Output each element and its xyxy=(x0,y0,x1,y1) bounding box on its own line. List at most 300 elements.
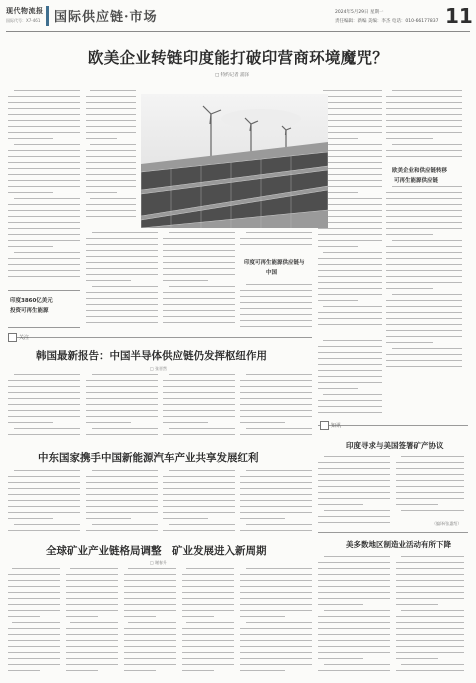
text-line xyxy=(86,150,136,151)
text-line xyxy=(240,610,312,611)
text-line xyxy=(86,168,136,169)
text-line xyxy=(240,604,312,605)
text-line xyxy=(246,284,312,285)
text-line xyxy=(163,262,235,263)
text-line xyxy=(92,286,158,287)
text-line xyxy=(66,604,118,605)
text-line xyxy=(8,604,60,605)
text-line xyxy=(169,470,235,471)
text-line xyxy=(8,512,80,513)
text-line xyxy=(240,290,312,291)
text-line xyxy=(8,270,80,271)
text-line xyxy=(8,640,60,641)
text-line xyxy=(8,592,60,593)
text-line xyxy=(318,592,390,593)
text-line xyxy=(240,518,285,519)
text-line xyxy=(86,256,158,257)
text-line xyxy=(90,144,136,145)
lead-text-col-2 xyxy=(86,90,136,227)
text-line xyxy=(318,504,363,505)
attention-tag: 关注 xyxy=(19,335,30,341)
text-line xyxy=(124,598,176,599)
text-line xyxy=(86,422,131,423)
text-line xyxy=(396,628,464,629)
text-line xyxy=(240,646,312,647)
lead-text-col-5 xyxy=(240,232,312,252)
text-line xyxy=(386,204,462,205)
text-line xyxy=(14,428,80,429)
text-line xyxy=(246,568,312,569)
text-line xyxy=(182,580,234,581)
text-line xyxy=(66,628,118,629)
text-line xyxy=(240,592,312,593)
text-line xyxy=(240,530,312,531)
text-line xyxy=(318,312,382,313)
text-line xyxy=(240,512,312,513)
text-line xyxy=(318,352,382,353)
text-line xyxy=(8,422,53,423)
text-line xyxy=(8,500,80,501)
text-line xyxy=(8,580,60,581)
lead-text-col-3 xyxy=(86,232,158,332)
text-line xyxy=(86,488,158,489)
text-line xyxy=(70,622,118,623)
text-line xyxy=(318,370,382,371)
text-line xyxy=(318,282,382,283)
text-line xyxy=(66,634,118,635)
text-line xyxy=(163,304,235,305)
text-line xyxy=(8,380,80,381)
text-line xyxy=(401,664,464,665)
text-line xyxy=(8,126,80,127)
text-line xyxy=(401,510,464,511)
text-line xyxy=(392,240,462,241)
text-line xyxy=(90,198,136,199)
text-line xyxy=(128,568,176,569)
text-line xyxy=(386,156,462,157)
text-line xyxy=(386,132,462,133)
text-line xyxy=(392,90,462,91)
solar-farm-photo xyxy=(141,94,328,228)
text-line xyxy=(8,392,80,393)
text-line xyxy=(169,428,235,429)
text-line xyxy=(14,198,80,199)
text-line xyxy=(246,232,312,233)
text-line xyxy=(8,96,80,97)
text-line xyxy=(318,240,382,241)
text-line xyxy=(318,468,390,469)
text-line xyxy=(240,308,312,309)
text-line xyxy=(182,592,234,593)
text-line xyxy=(92,428,158,429)
text-line xyxy=(318,288,382,289)
text-line xyxy=(163,238,235,239)
mideast-text-col-2 xyxy=(86,470,158,538)
text-line xyxy=(86,108,136,109)
mid-subtitle-line-2: 中国 xyxy=(266,270,278,276)
text-line xyxy=(66,658,118,659)
text-line xyxy=(396,480,464,481)
text-line xyxy=(323,252,382,253)
text-line xyxy=(386,102,462,103)
text-line xyxy=(318,258,382,259)
sidebar-title-line-2: 投资可再生能源 xyxy=(10,308,49,314)
text-line xyxy=(318,474,390,475)
text-line xyxy=(86,180,136,181)
text-line xyxy=(386,342,433,343)
text-line xyxy=(396,568,464,569)
text-line xyxy=(240,296,312,297)
text-line xyxy=(240,628,312,629)
text-line xyxy=(8,192,53,193)
text-line xyxy=(8,246,53,247)
text-line xyxy=(8,398,80,399)
text-line xyxy=(240,476,312,477)
text-line xyxy=(86,280,131,281)
text-line xyxy=(163,250,235,251)
text-line xyxy=(163,434,235,435)
text-line xyxy=(66,592,118,593)
text-line xyxy=(124,604,176,605)
text-line xyxy=(240,574,312,575)
text-line xyxy=(318,640,390,641)
text-line xyxy=(392,294,462,295)
text-line xyxy=(318,562,390,563)
masthead: 现代物流报 xyxy=(6,6,44,15)
lead-byline: □ 特约记者 浦泽 xyxy=(215,73,250,78)
text-line xyxy=(8,138,53,139)
text-line xyxy=(128,622,176,623)
text-line xyxy=(86,404,158,405)
text-line xyxy=(240,500,312,501)
right-subtitle-line-1: 欧美企业和供应链转移 xyxy=(392,168,448,174)
text-line xyxy=(86,416,158,417)
text-line xyxy=(163,530,235,531)
text-line xyxy=(8,204,80,205)
text-line xyxy=(240,380,312,381)
text-line xyxy=(240,238,312,239)
text-line xyxy=(386,306,462,307)
text-line xyxy=(386,264,462,265)
text-line xyxy=(318,270,382,271)
text-line xyxy=(8,652,60,653)
text-line xyxy=(124,646,176,647)
text-line xyxy=(386,96,462,97)
text-line xyxy=(8,276,80,277)
text-line xyxy=(182,652,234,653)
text-line xyxy=(240,640,312,641)
text-line xyxy=(163,274,235,275)
text-line xyxy=(8,410,80,411)
text-line xyxy=(8,494,80,495)
mideast-headline: 中东国家携手中国新能源汽车产业共享发展红利 xyxy=(38,452,259,464)
text-line xyxy=(66,598,118,599)
text-line xyxy=(86,310,158,311)
text-line xyxy=(8,598,60,599)
text-line xyxy=(318,574,390,575)
text-line xyxy=(8,174,80,175)
text-line xyxy=(318,382,382,383)
korea-headline: 韩国最新报告：中国半导体供应链仍发挥枢纽作用 xyxy=(36,350,267,362)
text-line xyxy=(240,482,312,483)
text-line xyxy=(240,658,312,659)
text-line xyxy=(86,126,136,127)
text-line xyxy=(386,276,462,277)
text-line xyxy=(318,346,382,347)
text-line xyxy=(86,114,136,115)
india-us-text-col-1 xyxy=(318,456,390,528)
india-us-headline: 印度寻求与美国签署矿产协议 xyxy=(346,441,444,450)
text-line xyxy=(86,192,117,193)
text-line xyxy=(8,586,60,587)
text-line xyxy=(392,144,462,145)
mideast-text-col-1 xyxy=(8,470,80,538)
text-line xyxy=(86,386,158,387)
text-line xyxy=(392,186,462,187)
text-line xyxy=(163,322,235,323)
text-line xyxy=(396,586,464,587)
text-line xyxy=(8,150,80,151)
text-line xyxy=(386,360,462,361)
text-line xyxy=(86,274,158,275)
text-line xyxy=(240,320,312,321)
text-line xyxy=(8,634,60,635)
text-line xyxy=(396,658,438,659)
text-line xyxy=(92,524,158,525)
text-line xyxy=(86,268,158,269)
us-mfg-text-col-2 xyxy=(396,556,464,680)
text-line xyxy=(14,144,80,145)
text-line xyxy=(401,556,464,557)
text-line xyxy=(124,628,176,629)
text-line xyxy=(169,524,235,525)
text-line xyxy=(396,468,464,469)
text-line xyxy=(240,404,312,405)
text-line xyxy=(396,562,464,563)
lead-text-col-5b xyxy=(240,284,312,332)
mining-byline: □ 谢春升 xyxy=(150,560,168,565)
text-line xyxy=(182,586,234,587)
text-line xyxy=(240,598,312,599)
text-line xyxy=(92,470,158,471)
text-line xyxy=(240,634,312,635)
text-line xyxy=(8,258,80,259)
text-line xyxy=(246,428,312,429)
text-line xyxy=(318,522,390,523)
text-line xyxy=(240,616,285,617)
mid-subtitle-line-1: 印度可再生能源供应链与 xyxy=(244,260,305,266)
text-line xyxy=(169,374,235,375)
text-line xyxy=(396,592,464,593)
text-line xyxy=(318,376,382,377)
text-line xyxy=(8,114,80,115)
mideast-text-col-4 xyxy=(240,470,312,538)
text-line xyxy=(163,416,235,417)
text-line xyxy=(163,404,235,405)
text-line xyxy=(8,102,80,103)
text-line xyxy=(8,574,60,575)
text-line xyxy=(86,476,158,477)
text-line xyxy=(386,120,462,121)
text-line xyxy=(318,406,382,407)
text-line xyxy=(86,238,158,239)
text-line xyxy=(86,96,136,97)
text-line xyxy=(86,380,158,381)
text-line xyxy=(318,480,390,481)
text-line xyxy=(396,462,464,463)
text-line xyxy=(386,150,462,151)
text-line xyxy=(14,90,80,91)
text-line xyxy=(318,492,390,493)
text-line xyxy=(318,604,363,605)
lead-text-col-4 xyxy=(163,232,235,332)
text-line xyxy=(386,138,433,139)
text-line xyxy=(396,622,464,623)
text-line xyxy=(324,456,390,457)
text-line xyxy=(86,216,136,217)
text-line xyxy=(8,646,60,647)
text-line xyxy=(324,610,390,611)
text-line xyxy=(240,494,312,495)
text-line xyxy=(86,434,158,435)
text-line xyxy=(318,628,390,629)
text-line xyxy=(240,506,312,507)
text-line xyxy=(240,386,312,387)
text-line xyxy=(66,580,118,581)
text-line xyxy=(66,640,118,641)
text-line xyxy=(396,580,464,581)
text-line xyxy=(240,434,312,435)
text-line xyxy=(8,488,80,489)
text-line xyxy=(386,300,462,301)
text-line xyxy=(386,108,462,109)
text-line xyxy=(169,286,235,287)
text-line xyxy=(163,518,208,519)
text-line xyxy=(386,288,433,289)
text-line xyxy=(124,580,176,581)
text-line xyxy=(240,314,312,315)
text-line xyxy=(396,652,464,653)
text-line xyxy=(8,416,80,417)
text-line xyxy=(86,156,136,157)
text-line xyxy=(386,246,462,247)
text-line xyxy=(86,512,158,513)
text-line xyxy=(246,374,312,375)
text-line xyxy=(66,664,118,665)
text-line xyxy=(318,646,390,647)
text-line xyxy=(124,658,176,659)
text-line xyxy=(392,348,462,349)
text-line xyxy=(86,494,158,495)
text-line xyxy=(92,374,158,375)
text-line xyxy=(8,530,80,531)
text-line xyxy=(8,234,80,235)
text-line xyxy=(124,592,176,593)
text-line xyxy=(386,366,462,367)
text-line xyxy=(8,664,60,665)
text-line xyxy=(163,310,235,311)
header-accent-bar xyxy=(46,6,49,26)
text-line xyxy=(323,144,382,145)
text-line xyxy=(86,322,158,323)
text-line xyxy=(386,330,462,331)
text-line xyxy=(66,652,118,653)
text-line xyxy=(163,298,235,299)
text-line xyxy=(386,312,462,313)
text-line xyxy=(318,634,390,635)
text-line xyxy=(386,318,462,319)
text-line xyxy=(182,646,234,647)
text-line xyxy=(86,398,158,399)
text-line xyxy=(246,524,312,525)
text-line xyxy=(318,516,390,517)
mining-text-col-1 xyxy=(8,568,60,680)
text-line xyxy=(396,598,464,599)
text-line xyxy=(8,108,80,109)
text-line xyxy=(401,610,464,611)
text-line xyxy=(8,240,80,241)
text-line xyxy=(66,646,118,647)
korea-text-col-1 xyxy=(8,374,80,442)
text-line xyxy=(124,670,156,671)
text-line xyxy=(324,556,390,557)
text-line xyxy=(318,580,390,581)
text-line xyxy=(240,398,312,399)
us-manufacturing-rule xyxy=(318,532,468,533)
text-line xyxy=(240,302,312,303)
text-line xyxy=(240,586,312,587)
text-line xyxy=(323,306,382,307)
text-line xyxy=(66,586,118,587)
text-line xyxy=(386,216,462,217)
text-line xyxy=(86,102,136,103)
text-line xyxy=(86,162,136,163)
text-line xyxy=(318,622,390,623)
text-line xyxy=(163,380,235,381)
text-line xyxy=(8,404,80,405)
text-line xyxy=(86,138,117,139)
text-line xyxy=(318,498,390,499)
text-line xyxy=(182,640,234,641)
text-line xyxy=(163,422,208,423)
text-line xyxy=(8,156,80,157)
text-line xyxy=(186,622,234,623)
text-line xyxy=(318,300,358,301)
text-line xyxy=(163,268,235,269)
text-line xyxy=(163,386,235,387)
text-line xyxy=(246,470,312,471)
text-line xyxy=(86,304,158,305)
text-line xyxy=(163,476,235,477)
text-line xyxy=(8,264,80,265)
text-line xyxy=(8,482,80,483)
text-line xyxy=(8,162,80,163)
text-line xyxy=(86,316,158,317)
text-line xyxy=(12,568,60,569)
text-line xyxy=(163,512,235,513)
text-line xyxy=(124,586,176,587)
text-line xyxy=(386,258,462,259)
text-line xyxy=(163,500,235,501)
text-line xyxy=(124,610,176,611)
text-line xyxy=(318,568,390,569)
text-line xyxy=(323,394,382,395)
text-line xyxy=(86,298,158,299)
text-line xyxy=(14,524,80,525)
text-line xyxy=(323,198,382,199)
text-line xyxy=(240,422,285,423)
text-line xyxy=(163,256,235,257)
